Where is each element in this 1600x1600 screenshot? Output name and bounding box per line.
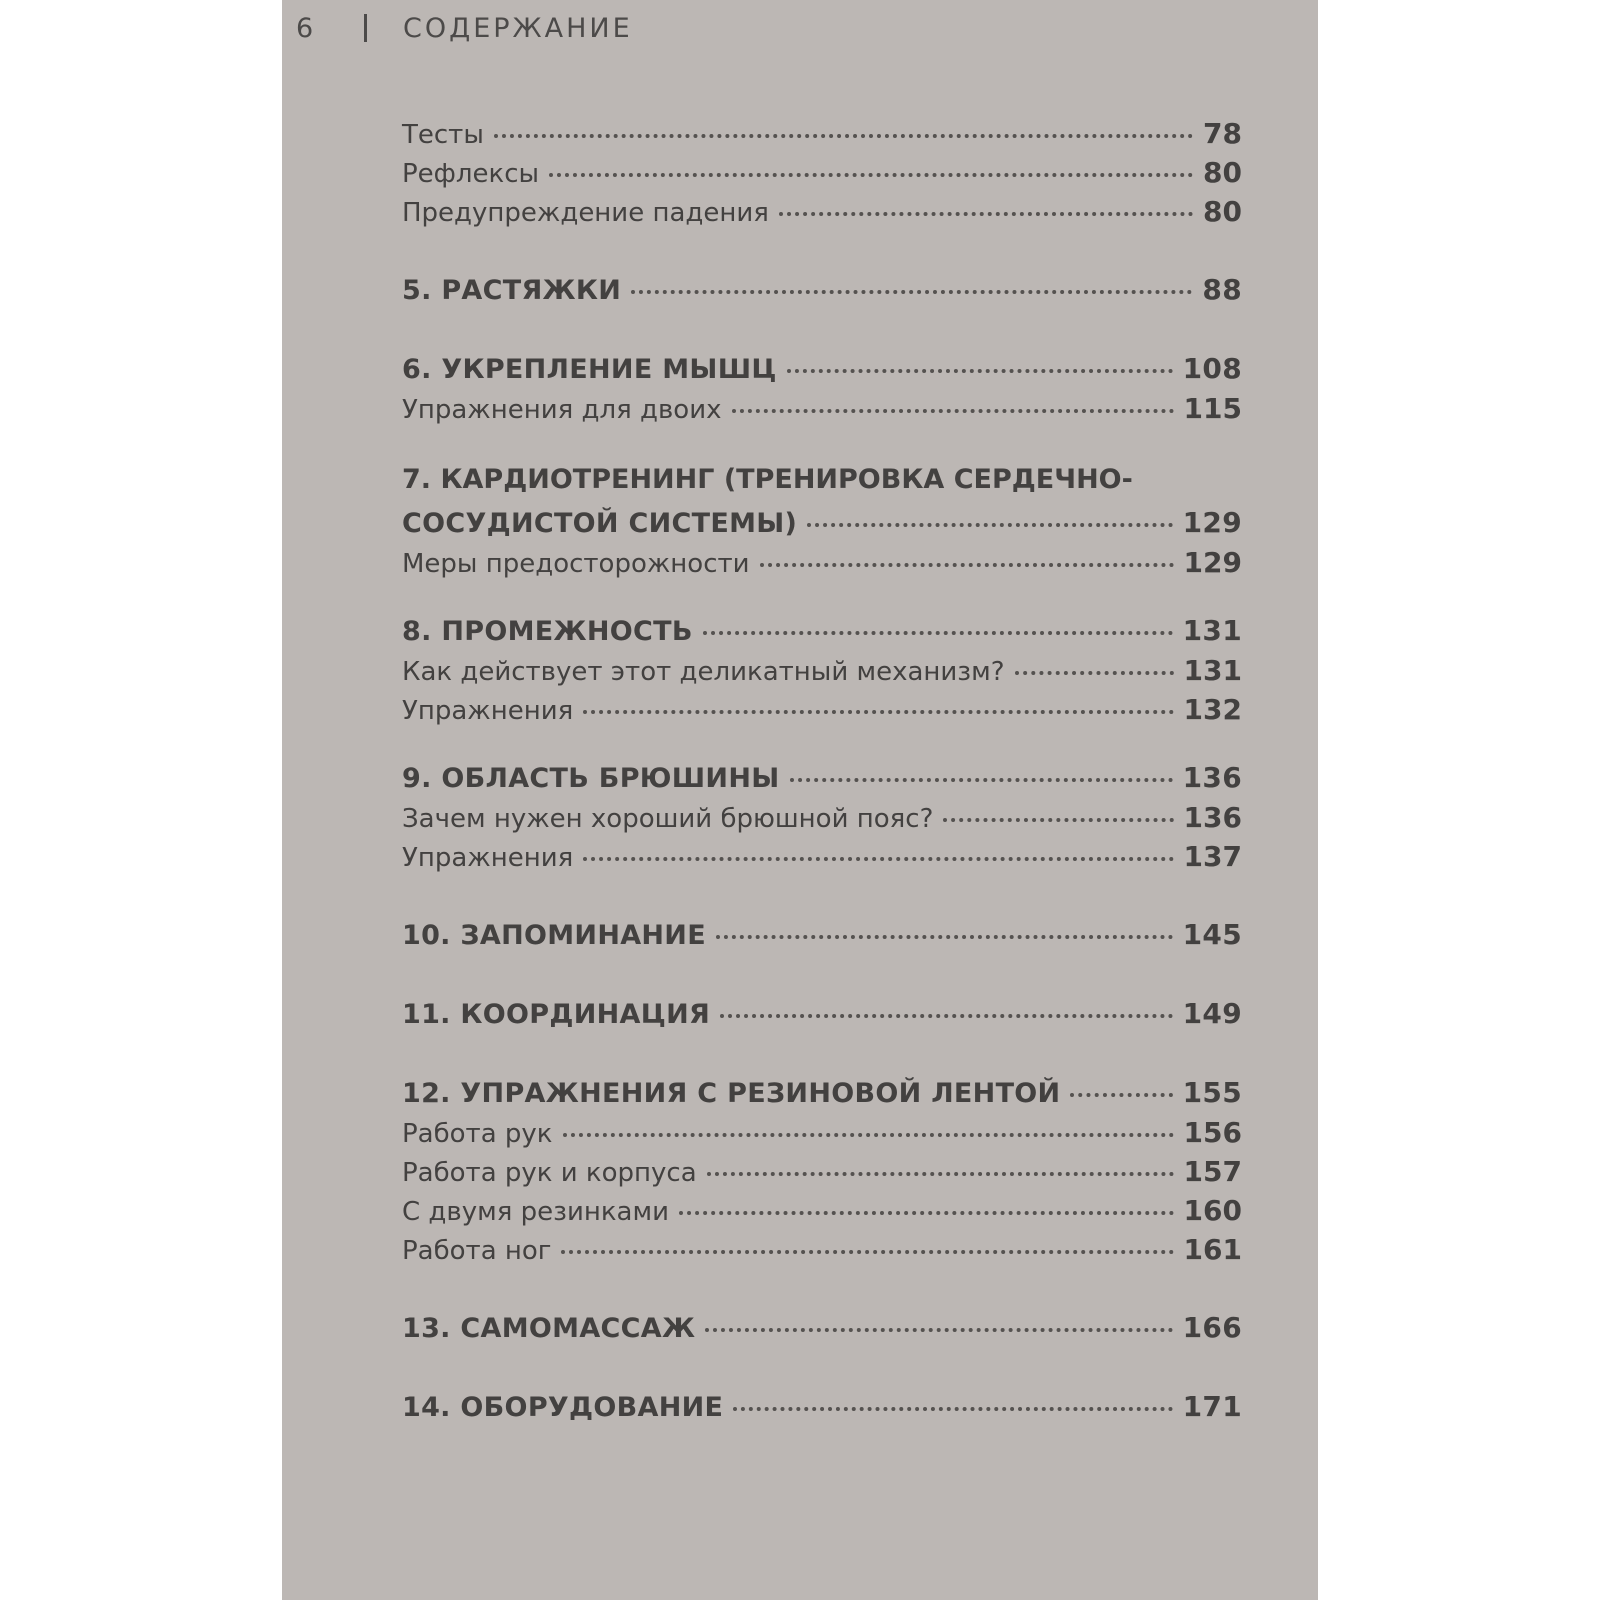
toc-entry — [402, 1231, 1242, 1270]
toc-entry-title: Упражнения — [402, 843, 574, 873]
toc-entry — [402, 838, 1242, 877]
running-head — [296, 8, 633, 48]
toc-entry-title: Меры предосторожности — [402, 549, 750, 579]
toc-chapter-title: 5. РАСТЯЖКИ — [402, 275, 622, 306]
toc-entry-page: 132 — [1183, 693, 1242, 726]
toc-entry-title: Упражнения для двоих — [402, 395, 722, 425]
toc-chapter-page: 129 — [1182, 506, 1242, 539]
toc-entry-page: 157 — [1183, 1155, 1242, 1188]
toc-entry — [402, 652, 1242, 691]
toc-chapter-page: 171 — [1182, 1390, 1242, 1423]
toc-entry-title: Зачем нужен хороший брюшной пояс? — [402, 804, 934, 834]
toc-chapter-title: 6. УКРЕПЛЕНИЕ МЫШЦ — [402, 354, 777, 385]
toc-chapter — [402, 457, 1242, 544]
toc-chapter — [402, 994, 1242, 1035]
toc-entry — [402, 799, 1242, 838]
leader-dots — [1070, 1093, 1172, 1097]
toc-entry-title: Предупреждение падения — [402, 198, 769, 228]
leader-dots — [631, 290, 1192, 294]
toc-entry-page: 131 — [1183, 654, 1242, 687]
leader-dots — [561, 1250, 1173, 1254]
leader-dots — [720, 1014, 1173, 1018]
toc-chapter — [402, 1308, 1242, 1349]
toc-entry-title: Тесты — [402, 120, 484, 150]
toc-chapter-title-line1: 7. КАРДИОТРЕНИНГ (ТРЕНИРОВКА СЕРДЕЧНО- — [402, 464, 1133, 495]
toc-entry-page: 156 — [1183, 1116, 1242, 1149]
toc-entry-title: Работа ног — [402, 1236, 552, 1266]
toc-entry-page: 80 — [1203, 195, 1242, 228]
leader-dots — [583, 857, 1173, 861]
section-title: СОДЕРЖАНИЕ — [403, 12, 633, 44]
toc-entry-title: Рефлексы — [402, 159, 540, 189]
toc-chapter — [402, 758, 1242, 799]
toc-entry-page: 161 — [1183, 1233, 1242, 1266]
toc-entry — [402, 390, 1242, 429]
leader-dots — [943, 818, 1173, 822]
toc-chapter-page: 149 — [1182, 997, 1242, 1030]
leader-dots — [787, 369, 1173, 373]
toc-chapter — [402, 1073, 1242, 1114]
toc-chapter-title: 11. КООРДИНАЦИЯ — [402, 999, 711, 1030]
toc-chapter — [402, 270, 1242, 311]
toc-chapter — [402, 1387, 1242, 1428]
toc-entry-page: 136 — [1183, 801, 1242, 834]
toc-entry-title: Работа рук — [402, 1119, 553, 1149]
toc-chapter-page: 108 — [1182, 352, 1242, 385]
toc-chapter-title: 12. УПРАЖНЕНИЯ С РЕЗИНОВОЙ ЛЕНТОЙ — [402, 1078, 1061, 1109]
leader-dots — [760, 563, 1174, 567]
toc-entry-title: С двумя резинками — [402, 1197, 669, 1227]
toc-entry-page: 115 — [1183, 392, 1242, 425]
leader-dots — [705, 1328, 1172, 1332]
leader-dots — [583, 710, 1173, 714]
leader-dots — [707, 1172, 1174, 1176]
toc-chapter-title: 14. ОБОРУДОВАНИЕ — [402, 1392, 724, 1423]
toc-entry-title: Упражнения — [402, 696, 574, 726]
leader-dots — [1015, 671, 1174, 675]
toc-entry-title: Как действует этот деликатный механизм? — [402, 657, 1005, 687]
leader-dots — [716, 935, 1173, 939]
leader-dots — [549, 173, 1193, 177]
toc-chapter-page: 136 — [1182, 761, 1242, 794]
toc-chapter-page: 166 — [1182, 1311, 1242, 1344]
leader-dots — [494, 134, 1193, 138]
toc-entry-page: 160 — [1183, 1194, 1242, 1227]
toc-entry-page: 80 — [1203, 156, 1242, 189]
toc-chapter — [402, 915, 1242, 956]
toc-chapter-page: 145 — [1182, 918, 1242, 951]
leader-dots — [563, 1133, 1174, 1137]
toc-entry-title: Работа рук и корпуса — [402, 1158, 697, 1188]
toc-entry — [402, 115, 1242, 154]
toc-entry — [402, 691, 1242, 730]
toc-entry — [402, 154, 1242, 193]
toc-chapter — [402, 349, 1242, 390]
toc-chapter-title: 10. ЗАПОМИНАНИЕ — [402, 920, 706, 951]
toc-chapter-title: 13. САМОМАССАЖ — [402, 1313, 696, 1344]
leader-dots — [733, 1407, 1172, 1411]
leader-dots — [732, 409, 1174, 413]
toc-chapter-page: 131 — [1182, 614, 1242, 647]
toc-chapter-title-line2: СОСУДИСТОЙ СИСТЕМЫ) — [402, 508, 798, 539]
toc-chapter — [402, 611, 1242, 652]
leader-dots — [790, 778, 1173, 782]
leader-dots — [807, 523, 1172, 527]
leader-dots — [703, 631, 1173, 635]
book-page — [282, 0, 1318, 1600]
toc-entry — [402, 1192, 1242, 1231]
toc-entry-page: 129 — [1183, 546, 1242, 579]
page-number: 6 — [296, 12, 317, 44]
toc-entry-page: 78 — [1203, 117, 1242, 150]
toc-entry — [402, 1153, 1242, 1192]
toc-entry — [402, 544, 1242, 583]
toc-chapter-page: 88 — [1202, 273, 1242, 306]
header-separator — [364, 14, 367, 42]
toc-entry — [402, 1114, 1242, 1153]
table-of-contents — [402, 115, 1242, 1428]
leader-dots — [679, 1211, 1174, 1215]
toc-chapter-page: 155 — [1182, 1076, 1242, 1109]
toc-entry-page: 137 — [1183, 840, 1242, 873]
toc-entry — [402, 193, 1242, 232]
toc-chapter-title: 8. ПРОМЕЖНОСТЬ — [402, 616, 693, 647]
leader-dots — [779, 212, 1193, 216]
toc-chapter-title: 9. ОБЛАСТЬ БРЮШИНЫ — [402, 763, 780, 794]
